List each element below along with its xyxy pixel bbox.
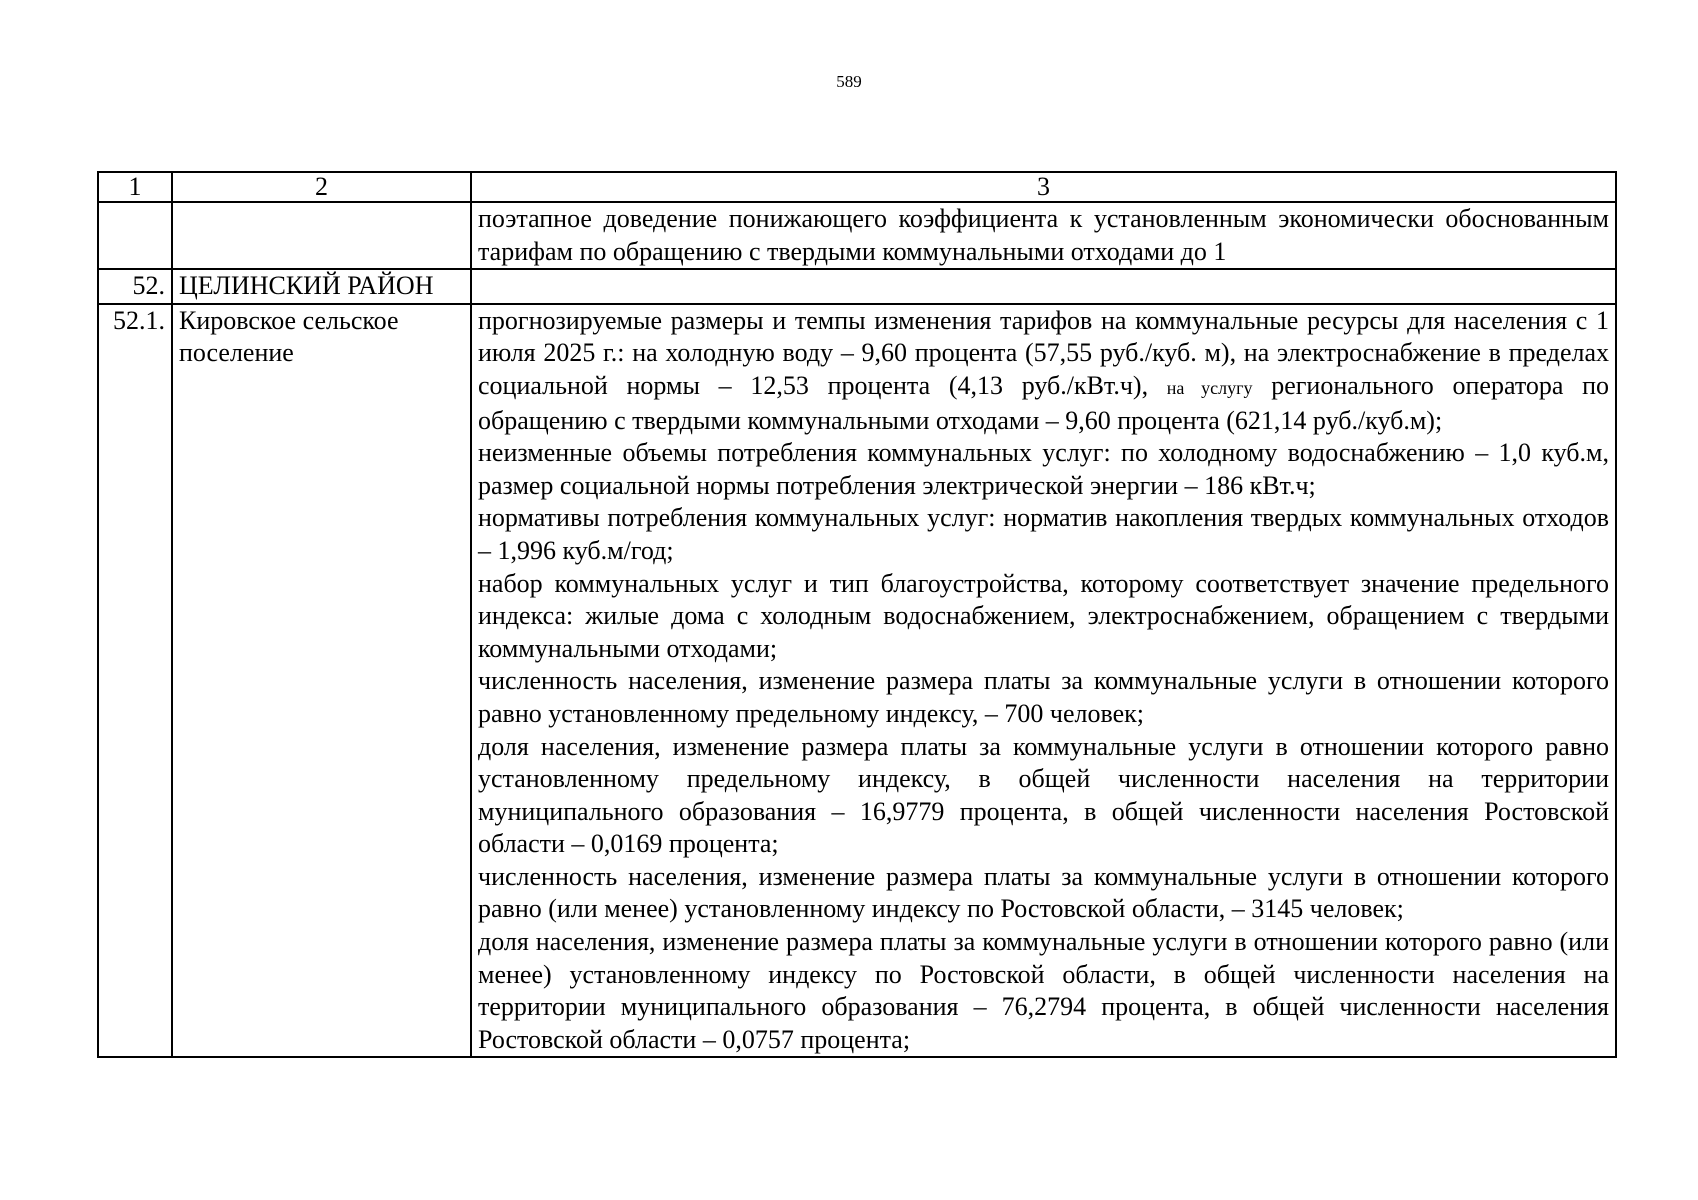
page-number: 589 [836,72,862,91]
column-header-3: 3 [471,172,1616,202]
column-header-1: 1 [98,172,172,202]
paragraph-consumption-volumes: неизменные объемы потребления коммунальных услуг: по холодному водоснабжению – 1,0 куб.м, размер социальной нормы потребления электрической энергии – 186 кВт.ч; [478,438,1609,500]
paragraph-population-count-regional: численность населения, изменение размера платы за коммунальные услуги в отношении которого равно (или менее) установленному индексу по Ростовской области, – 3145 человек; [478,861,1609,924]
section-title: ЦЕЛИНСКИЙ РАЙОН [172,269,471,304]
table-row [98,304,1616,1058]
row-details [471,304,1616,1058]
paragraph-population-share: доля населения, изменение размера платы за коммунальные услуги в отношении которого равно установленному предельному индексу, в общей численности населения на территории муниципального образования – 16,9779 процента, в общей численности населения Ростовской области – 0,0169 процента; [478,731,1609,859]
row-number: 52.1. [98,304,172,1058]
paragraph-services-set: набор коммунальных услуг и тип благоустройства, которому соответствует значение предельного индекса: жилые дома с холодным водоснабжением, электроснабжением, обращением с твердыми коммунальными отходами; [478,568,1609,663]
column-header-2: 2 [172,172,471,202]
tariff-table [97,171,1617,1058]
paragraph-tariffs: прогнозируемые размеры и темпы изменения тарифов на коммунальные ресурсы для населения с 1 июля 2025 г.: на холодную воду – 9,60 процента (57,55 руб./куб. м), на электроснабжение в пределах социальной нормы – 12,53 процента (4,13 руб./кВт.ч), на услугу регионального оператора по обращению с твердыми коммунальными отходами – 9,60 процента (621,14 руб./куб.м); [478,305,1610,435]
continuation-text: поэтапное доведение понижающего коэффициента к установленным экономически обоснованным тарифам по обращению с твердыми коммунальными отходами до 1 [478,204,1609,266]
table-header-row [98,172,1616,202]
settlement-name: Кировское сельское поселение [172,304,471,1058]
section-number: 52. [98,269,172,304]
paragraph-population-share-regional: доля населения, изменение размера платы за коммунальные услуги в отношении которого равно (или менее) установленному индексу по Ростовской области, в общей численности населения на территории муниципального образования – 76,2794 процента, в общей численности населения Ростовской области – 0,0757 процента; [478,927,1609,1054]
section-row [98,269,1616,304]
continuation-row [98,202,1616,269]
paragraph-population-count: численность населения, изменение размера платы за коммунальные услуги в отношении которого равно установленному предельному индексу, – 700 человек; [478,666,1609,728]
paragraph-consumption-norms: нормативы потребления коммунальных услуг: норматив накопления твердых коммунальных отходов – 1,996 куб.м/год; [478,503,1609,565]
